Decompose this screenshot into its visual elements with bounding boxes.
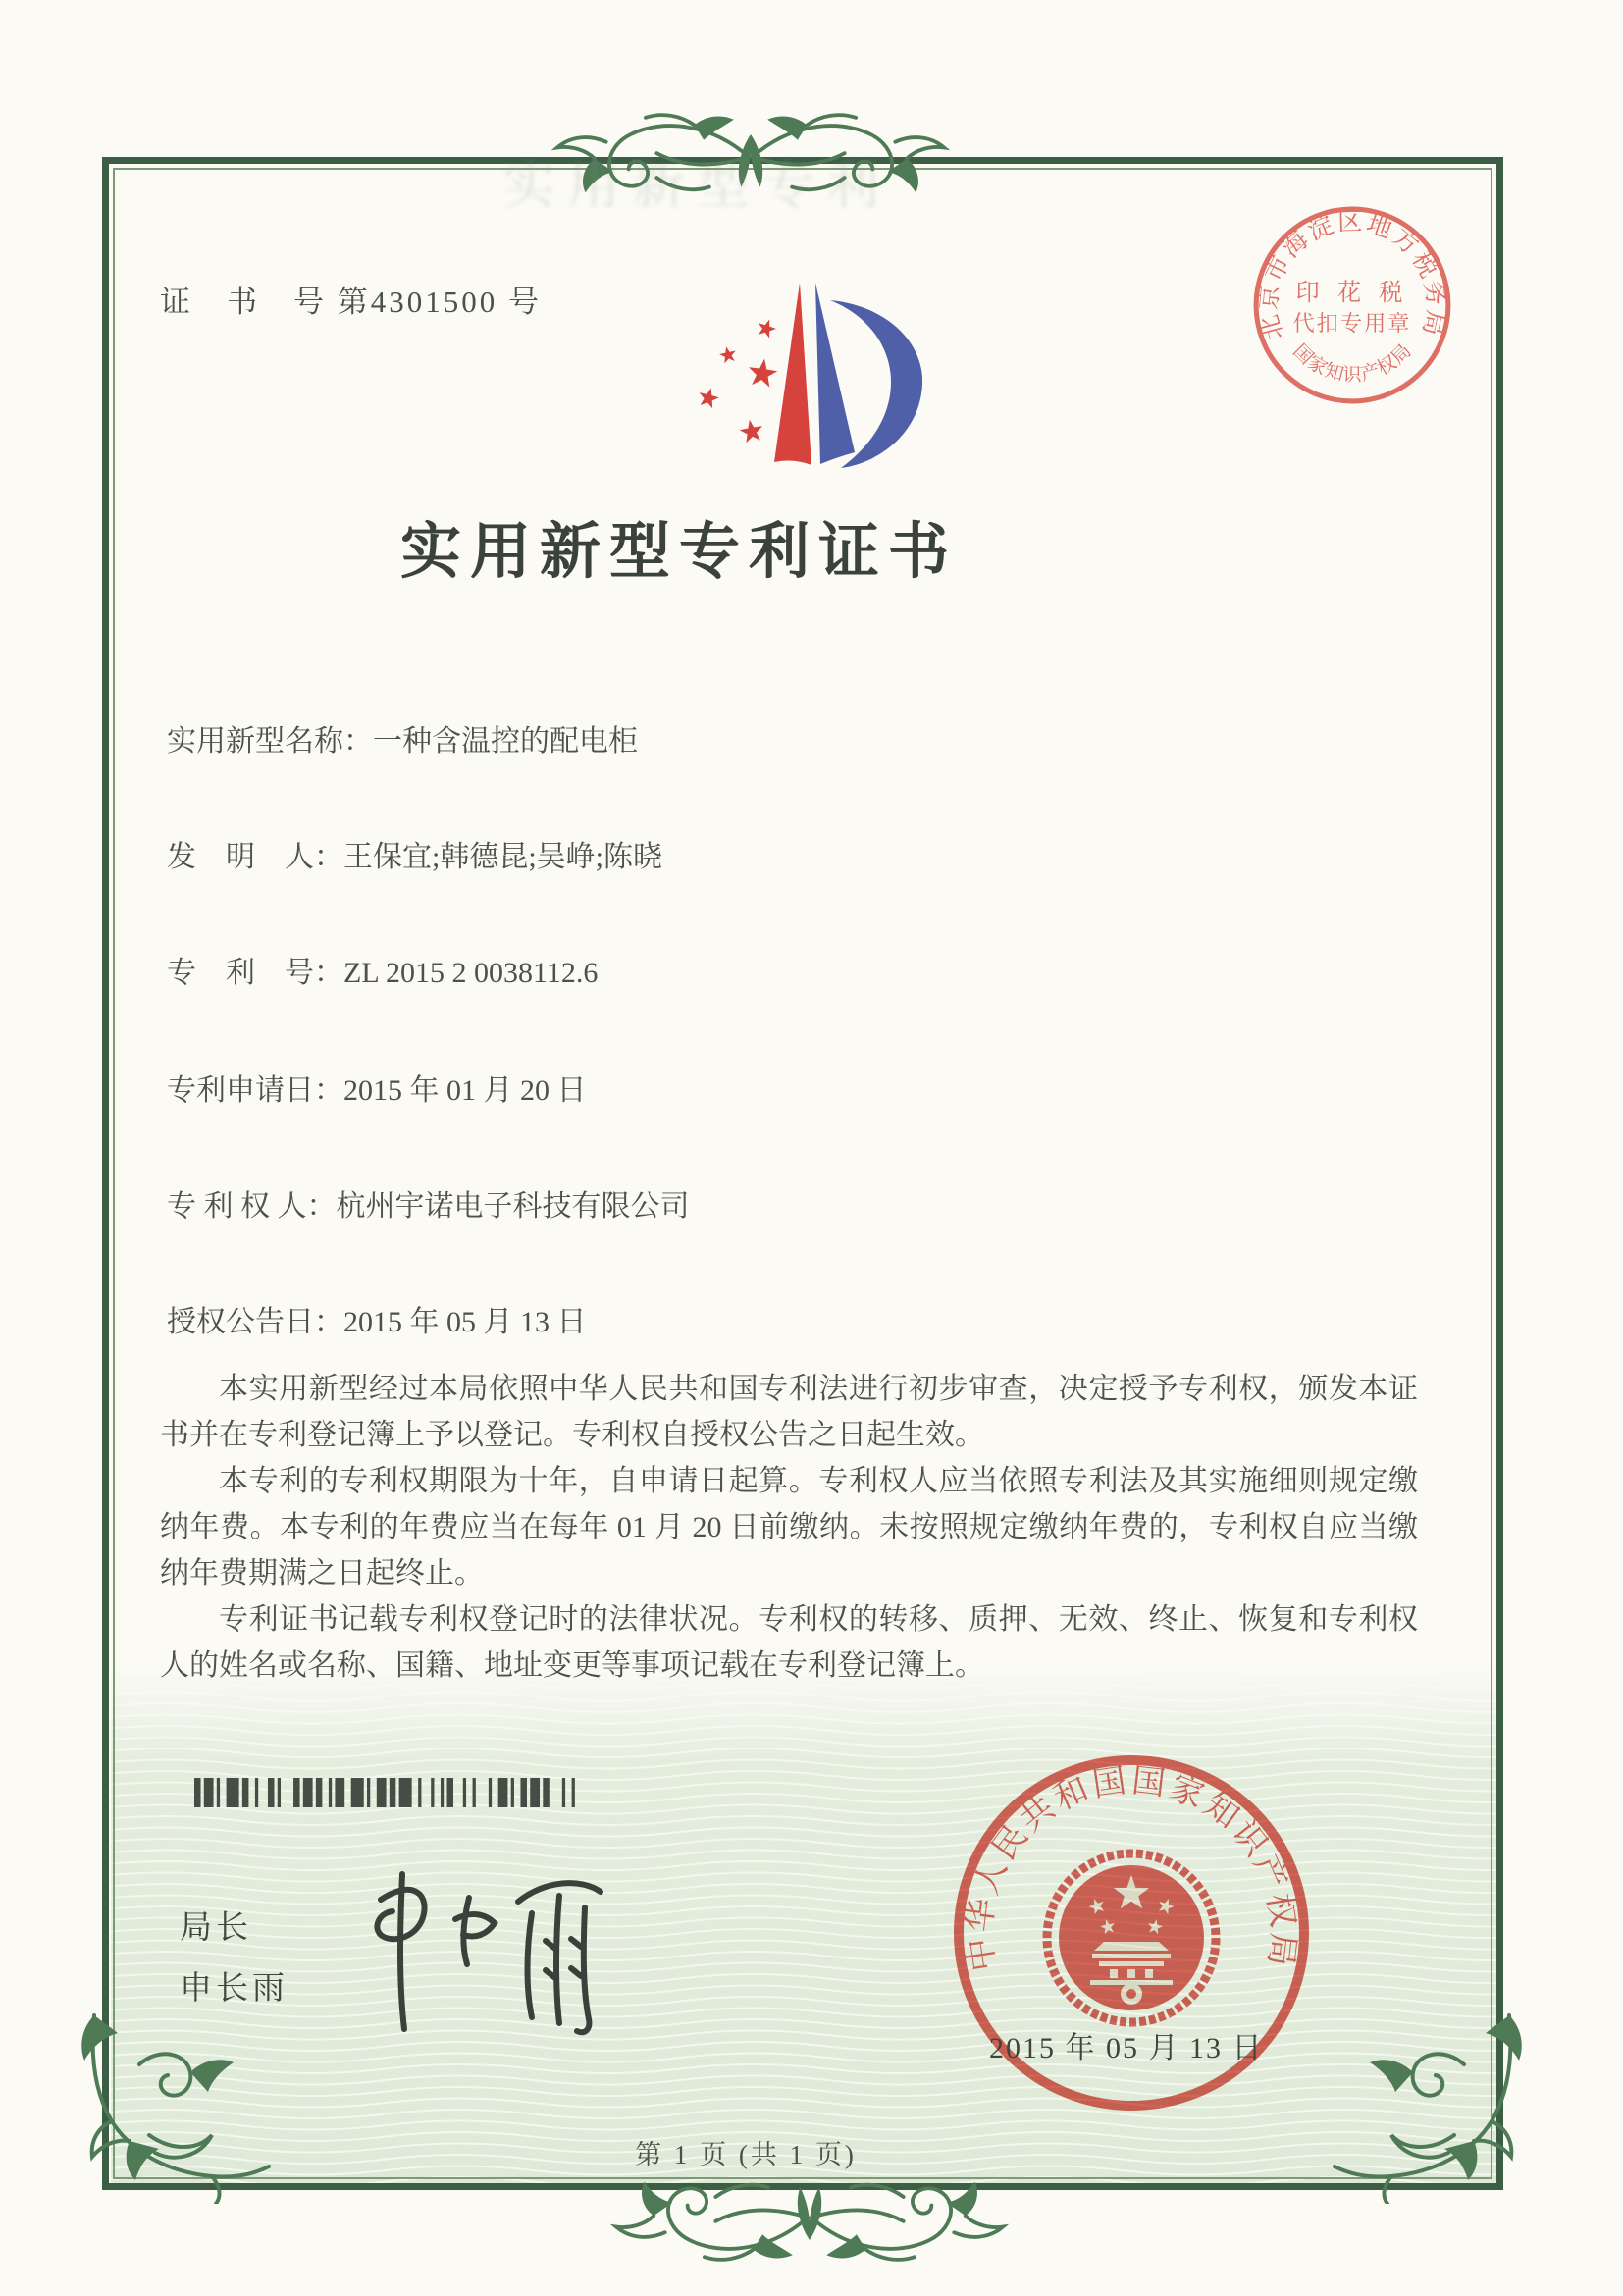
field-patentee — [167, 1181, 690, 1225]
logo-stars — [697, 317, 779, 444]
field-value: ZL 2015 2 0038112.6 — [343, 957, 599, 989]
field-filing-date — [167, 1066, 587, 1109]
field-value: 一种含温控的配电柜 — [373, 725, 638, 757]
national-emblem — [1047, 1853, 1216, 2022]
tax-seal-bottom-text: 国家知识产权局 — [1288, 340, 1416, 387]
field-label: 专利申请日： — [167, 1074, 343, 1107]
tax-seal-top-text: 北京市海淀区地方税务局 — [1255, 209, 1449, 343]
tax-seal-line1: 印 花 税 — [1295, 279, 1409, 306]
bottom-right-corner-ornament — [1327, 2008, 1523, 2204]
page-footer: 第 1 页 (共 1 页) — [635, 2140, 857, 2169]
ghost-title-bleedthrough: 实用新型专利 — [502, 156, 891, 215]
legal-text-block — [160, 1366, 1418, 1689]
tax-stamp-seal — [1248, 201, 1456, 409]
bottom-left-corner-ornament — [80, 2008, 277, 2204]
logo-blue-cone — [815, 283, 855, 464]
office-seal-ring-text: 中华人民共和国国家知识产权局 — [962, 1762, 1301, 1974]
cnipa-logo — [638, 253, 971, 498]
field-value: 王保宜;韩德昆;吴峥;陈晓 — [343, 841, 663, 873]
field-patent-number — [167, 948, 598, 991]
field-value: 2015 年 01 月 20 日 — [343, 1074, 587, 1107]
tax-seal-line2: 代扣专用章 — [1292, 311, 1412, 337]
field-utility-model-name — [167, 716, 638, 759]
field-label: 实用新型名称： — [167, 725, 373, 757]
certificate-title: 实用新型专利证书 — [400, 519, 959, 586]
field-inventors — [167, 832, 662, 875]
field-label: 授权公告日： — [167, 1306, 343, 1338]
certificate-number: 证 书 号 第4301500 号 — [160, 285, 542, 319]
field-value: 2015 年 05 月 13 日 — [343, 1306, 587, 1338]
legal-paragraph: 本专利的专利权期限为十年，自申请日起算。专利权人应当依照专利法及其实施细则规定缴纳年费。本专利的年费应当在每年 01 月 20 日前缴纳。未按照规定缴纳年费的，专利权自应当缴纳年费期满之日起终止。 — [160, 1465, 1418, 1590]
signer-name-label: 申长雨 — [180, 1971, 288, 2007]
legal-paragraph: 本实用新型经过本局依照中华人民共和国专利法进行初步审查，决定授予专利权，颁发本证书并在专利登记簿上予以登记。专利权自授权公告之日起生效。 — [160, 1373, 1418, 1451]
barcode — [194, 1778, 589, 1807]
field-label: 专 利 号： — [167, 957, 343, 989]
signature-autograph — [353, 1862, 608, 2054]
field-label: 发 明 人： — [167, 841, 343, 873]
bottom-border-ornament — [594, 2170, 1025, 2265]
field-label: 专 利 权 人： — [167, 1190, 337, 1223]
signer-title-label: 局长 — [180, 1910, 252, 1946]
logo-red-cone — [774, 283, 812, 465]
seal-date: 2015 年 05 月 13 日 — [989, 2032, 1264, 2064]
legal-paragraph: 专利证书记载专利权登记时的法律状况。专利权的转移、质押、无效、终止、恢复和专利权人的姓名或名称、国籍、地址变更等事项记载在专利登记簿上。 — [160, 1603, 1418, 1682]
field-value: 杭州宇诺电子科技有限公司 — [336, 1190, 690, 1223]
field-grant-date — [167, 1297, 587, 1340]
svg-text:国家知识产权局 — [1288, 340, 1415, 386]
